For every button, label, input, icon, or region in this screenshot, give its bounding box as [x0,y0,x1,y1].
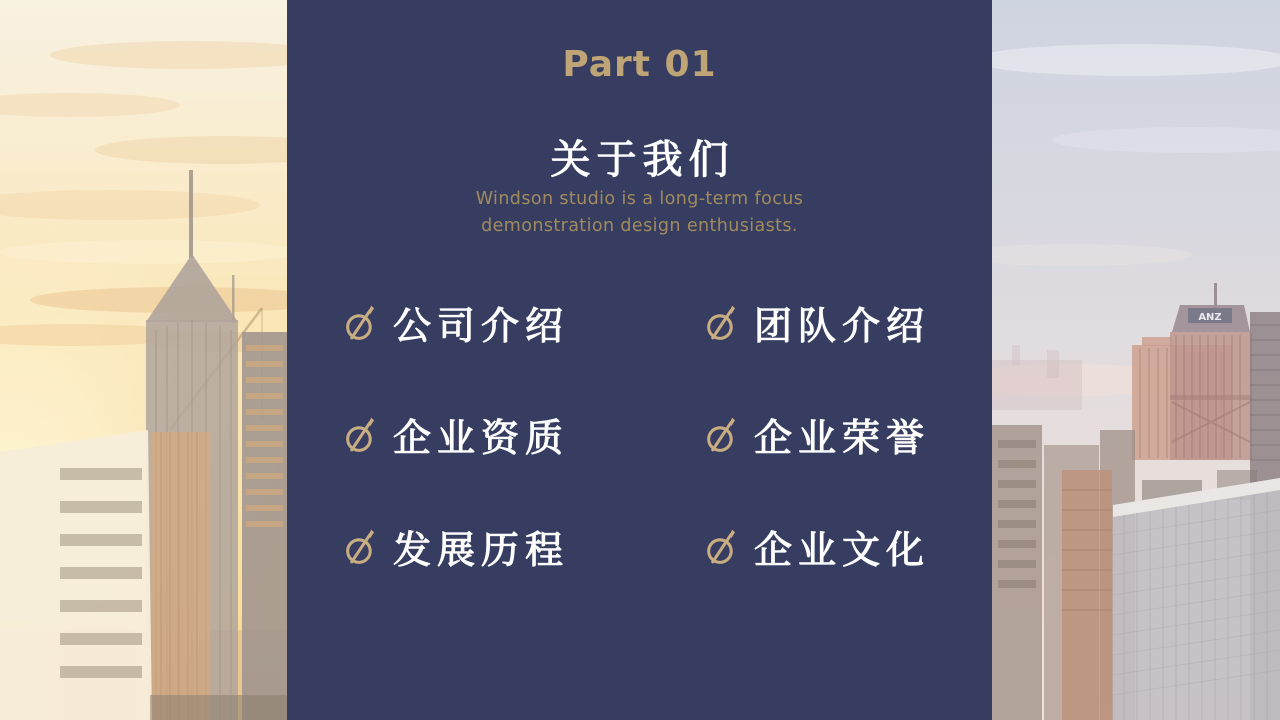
toc-item-label: 公司介绍 [393,303,570,348]
slashed-circle-icon [706,414,739,455]
slide-title: 关于我们 [550,137,735,183]
part-number-label: Part 01 [562,44,717,85]
toc-item-corporate-culture[interactable] [706,511,930,581]
left-city-photo [0,0,287,720]
slashed-circle-icon [345,414,378,455]
subtitle-line-1: Windson studio is a long-term focus [475,189,804,209]
toc-item-label: 企业文化 [754,527,931,572]
right-city-photo [992,0,1280,720]
table-of-contents [345,287,930,581]
toc-item-company-profile[interactable] [345,287,706,357]
content-panel [287,0,992,720]
toc-item-team-introduction[interactable] [706,287,930,357]
svg-text:ANZ: ANZ [1198,312,1222,323]
toc-item-enterprise-qualifications[interactable] [345,399,706,469]
slashed-circle-icon [345,526,378,567]
slashed-circle-icon [706,526,739,567]
toc-item-label: 企业荣誉 [754,415,931,460]
slide-subtitle [287,186,992,240]
slashed-circle-icon [345,302,378,343]
slashed-circle-icon [706,302,739,343]
toc-item-development-history[interactable] [345,511,706,581]
subtitle-line-2: demonstration design enthusiasts. [481,216,798,236]
toc-item-enterprise-honors[interactable] [706,399,930,469]
toc-item-label: 发展历程 [393,527,570,572]
toc-item-label: 团队介绍 [754,303,931,348]
toc-item-label: 企业资质 [393,415,570,460]
